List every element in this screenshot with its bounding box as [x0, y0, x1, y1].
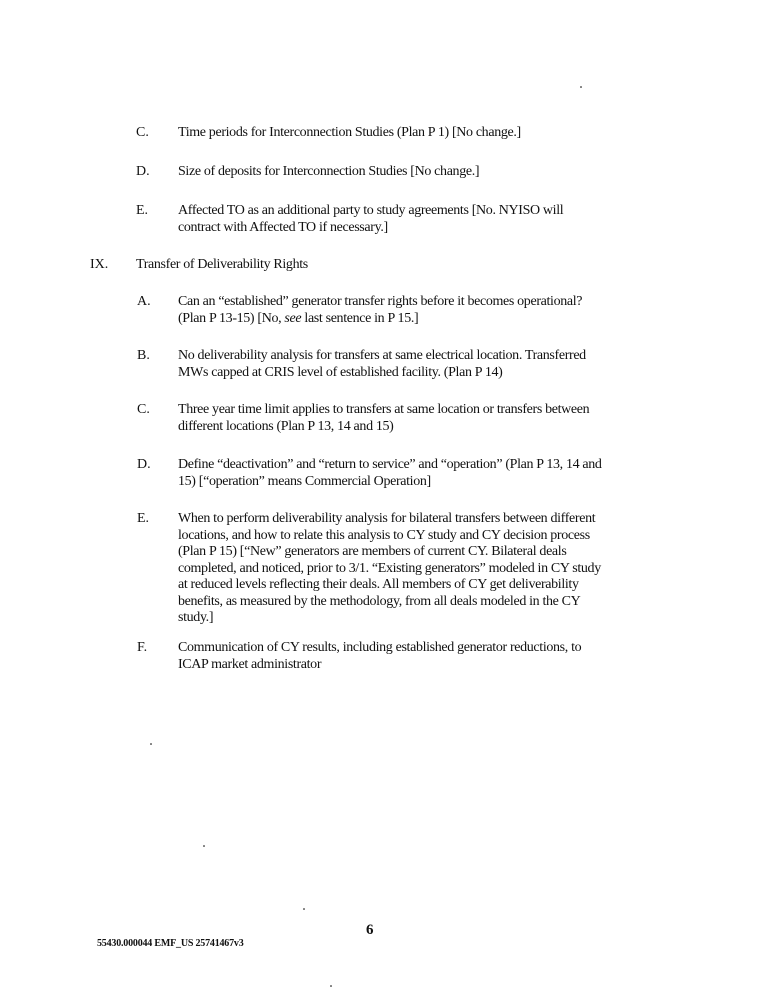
sub-item-d-label: D.	[137, 457, 151, 472]
sub-item-e-line: at reduced levels reflecting their deals. All members of CY get deliverability	[178, 577, 579, 592]
page-number: 6	[366, 922, 374, 938]
sub-item-d-text	[178, 457, 658, 490]
sub-item-a-line: Can an “established” generator transfer rights before it becomes operational?	[178, 294, 583, 309]
item-c-text	[178, 125, 658, 142]
item-c-label: C.	[136, 125, 149, 140]
sub-item-b-line: No deliverability analysis for transfers at same electrical location. Transferred	[178, 348, 586, 363]
sub-item-e-line: completed, and noticed, prior to 3/1. “Existing generators” modeled in CY study	[178, 560, 601, 576]
scan-speck	[330, 985, 332, 987]
scan-speck	[203, 845, 205, 847]
item-c-line: Time periods for Interconnection Studies (Plan P 1) [No change.]	[178, 125, 521, 140]
sub-item-b-line: MWs capped at CRIS level of established facility. (Plan P 14)	[178, 364, 503, 380]
sub-item-d-line: Define “deactivation” and “return to service” and “operation” (Plan P 13, 14 and	[178, 457, 602, 472]
sub-item-b-text	[178, 348, 658, 381]
document-id-footer: 55430.000044 EMF_US 25741467v3	[97, 938, 244, 949]
item-d-text	[178, 164, 658, 181]
sub-item-f-text	[178, 640, 658, 673]
section-ix-title: Transfer of Deliverability Rights	[136, 257, 308, 272]
sub-item-a-label: A.	[137, 294, 151, 309]
sub-item-c-line: Three year time limit applies to transfers at same location or transfers between	[178, 402, 590, 417]
item-e-label: E.	[136, 203, 149, 218]
scan-speck	[303, 908, 305, 910]
sub-item-e-text	[178, 511, 658, 627]
sub-item-e-line: study.]	[178, 610, 214, 625]
sub-item-c-text	[178, 402, 658, 435]
scan-speck	[580, 86, 582, 88]
item-e-line: Affected TO as an additional party to study agreements [No. NYISO will	[178, 203, 564, 218]
sub-item-e-line: When to perform deliverability analysis for bilateral transfers between different	[178, 511, 596, 526]
sub-item-c-label: C.	[137, 402, 150, 417]
sub-item-f-line: ICAP market administrator	[178, 656, 322, 672]
sub-item-e-line: (Plan P 15) [“New” generators are members of current CY. Bilateral deals	[178, 544, 567, 559]
section-ix-label: IX.	[90, 257, 109, 272]
sub-item-c-line: different locations (Plan P 13, 14 and 15)	[178, 418, 394, 434]
scan-speck	[150, 743, 152, 745]
item-d-label: D.	[136, 164, 150, 179]
item-d-line: Size of deposits for Interconnection Studies [No change.]	[178, 164, 480, 179]
sub-item-e-line: locations, and how to relate this analysis to CY study and CY decision process	[178, 527, 590, 543]
sub-item-a-text	[178, 294, 658, 327]
sub-item-f-label: F.	[137, 640, 148, 655]
sub-item-b-label: B.	[137, 348, 150, 363]
sub-item-e-line: benefits, as measured by the methodology, from all deals modeled in the CY	[178, 593, 581, 609]
item-e-text	[178, 203, 658, 236]
sub-item-f-line: Communication of CY results, including established generator reductions, to	[178, 640, 582, 655]
sub-item-d-line: 15) [“operation” means Commercial Operation]	[178, 473, 431, 489]
item-e-line: contract with Affected TO if necessary.]	[178, 219, 388, 235]
sub-item-e-label: E.	[137, 511, 150, 526]
sub-item-a-line: (Plan P 13-15) [No, see last sentence in P 15.]	[178, 310, 419, 326]
